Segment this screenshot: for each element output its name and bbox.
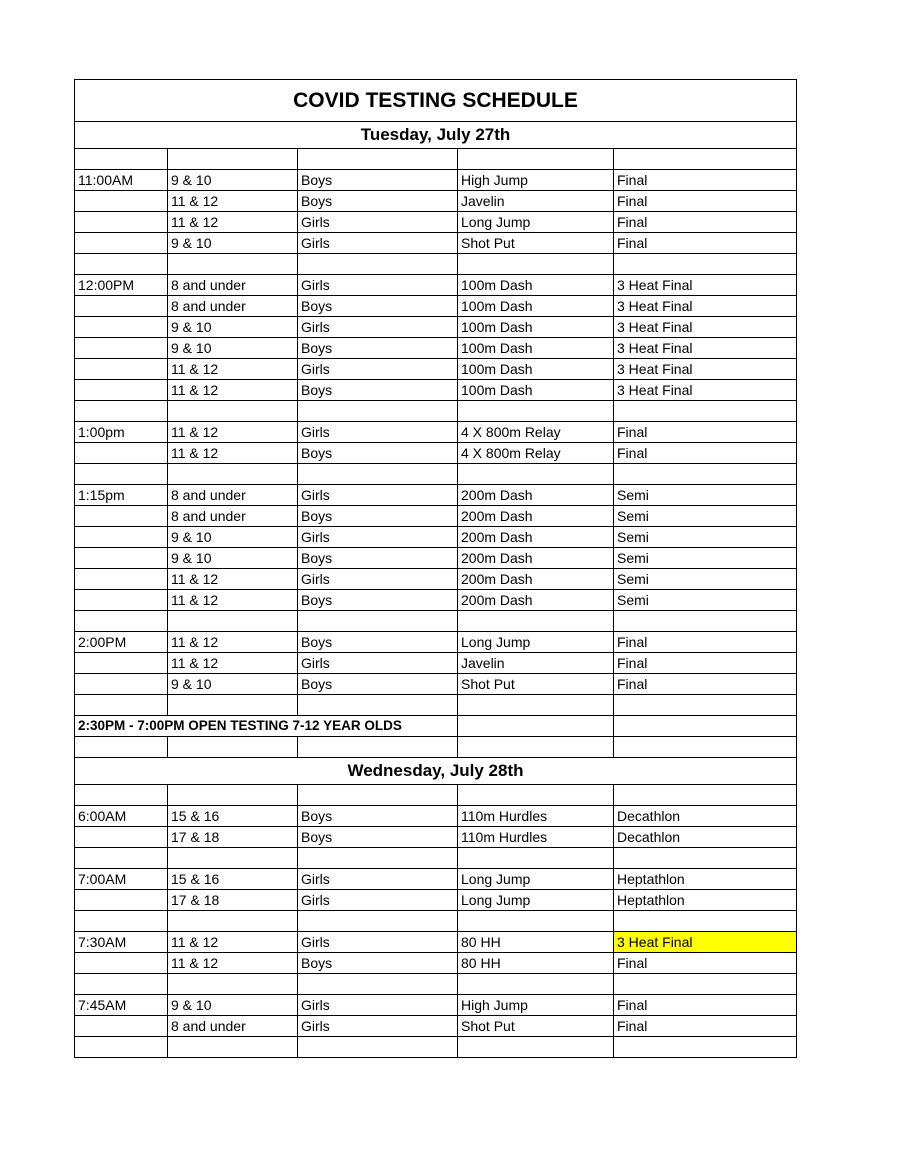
gender-cell: Boys bbox=[298, 806, 458, 827]
empty-cell bbox=[614, 1037, 797, 1058]
event-cell: Long Jump bbox=[458, 890, 614, 911]
empty-cell bbox=[168, 695, 298, 716]
empty-cell bbox=[168, 848, 298, 869]
time-cell bbox=[75, 380, 168, 401]
time-cell bbox=[75, 191, 168, 212]
gender-cell: Boys bbox=[298, 632, 458, 653]
empty-cell bbox=[75, 848, 168, 869]
event-cell: Long Jump bbox=[458, 869, 614, 890]
event-cell: 200m Dash bbox=[458, 527, 614, 548]
event-cell: 200m Dash bbox=[458, 569, 614, 590]
empty-cell bbox=[168, 254, 298, 275]
blank-row bbox=[75, 785, 797, 806]
gender-cell: Girls bbox=[298, 422, 458, 443]
round-cell: Semi bbox=[614, 506, 797, 527]
empty-cell bbox=[298, 737, 458, 758]
gender-cell: Girls bbox=[298, 275, 458, 296]
time-cell: 1:00pm bbox=[75, 422, 168, 443]
event-cell: 110m Hurdles bbox=[458, 827, 614, 848]
empty-cell bbox=[75, 695, 168, 716]
age-group-cell: 11 & 12 bbox=[168, 212, 298, 233]
blank-row bbox=[75, 974, 797, 995]
gender-cell: Girls bbox=[298, 890, 458, 911]
round-cell: Final bbox=[614, 632, 797, 653]
empty-cell bbox=[614, 464, 797, 485]
schedule-row bbox=[75, 212, 797, 233]
empty-cell bbox=[614, 611, 797, 632]
round-cell: Final bbox=[614, 170, 797, 191]
age-group-cell: 11 & 12 bbox=[168, 569, 298, 590]
schedule-row bbox=[75, 485, 797, 506]
empty-cell bbox=[298, 695, 458, 716]
event-cell: Long Jump bbox=[458, 212, 614, 233]
round-cell: Semi bbox=[614, 548, 797, 569]
schedule-row bbox=[75, 506, 797, 527]
time-cell bbox=[75, 1016, 168, 1037]
round-cell: Heptathlon bbox=[614, 890, 797, 911]
empty-cell bbox=[75, 611, 168, 632]
gender-cell: Boys bbox=[298, 953, 458, 974]
age-group-cell: 11 & 12 bbox=[168, 359, 298, 380]
blank-row bbox=[75, 911, 797, 932]
empty-cell bbox=[75, 1037, 168, 1058]
age-group-cell: 9 & 10 bbox=[168, 527, 298, 548]
blank-row bbox=[75, 254, 797, 275]
empty-cell bbox=[458, 254, 614, 275]
empty-cell bbox=[168, 611, 298, 632]
blank-row bbox=[75, 149, 797, 170]
event-cell: Long Jump bbox=[458, 632, 614, 653]
schedule-row bbox=[75, 653, 797, 674]
event-cell: 4 X 800m Relay bbox=[458, 443, 614, 464]
gender-cell: Girls bbox=[298, 1016, 458, 1037]
title-row bbox=[75, 80, 797, 122]
empty-cell bbox=[458, 611, 614, 632]
empty-cell bbox=[298, 401, 458, 422]
schedule-row bbox=[75, 890, 797, 911]
round-cell: Semi bbox=[614, 527, 797, 548]
age-group-cell: 11 & 12 bbox=[168, 632, 298, 653]
round-cell: Heptathlon bbox=[614, 869, 797, 890]
round-cell: 3 Heat Final bbox=[614, 380, 797, 401]
empty-cell bbox=[458, 974, 614, 995]
empty-cell bbox=[298, 911, 458, 932]
round-cell: 3 Heat Final bbox=[614, 317, 797, 338]
gender-cell: Girls bbox=[298, 527, 458, 548]
event-cell: 80 HH bbox=[458, 953, 614, 974]
time-cell bbox=[75, 674, 168, 695]
time-cell: 1:15pm bbox=[75, 485, 168, 506]
age-group-cell: 11 & 12 bbox=[168, 653, 298, 674]
schedule-table bbox=[74, 79, 797, 1058]
empty-cell bbox=[75, 737, 168, 758]
round-cell: Final bbox=[614, 953, 797, 974]
age-group-cell: 9 & 10 bbox=[168, 995, 298, 1016]
empty-cell bbox=[458, 716, 614, 737]
schedule-row bbox=[75, 191, 797, 212]
schedule-row bbox=[75, 953, 797, 974]
age-group-cell: 9 & 10 bbox=[168, 548, 298, 569]
empty-cell bbox=[614, 974, 797, 995]
time-cell bbox=[75, 953, 168, 974]
event-cell: High Jump bbox=[458, 995, 614, 1016]
empty-cell bbox=[298, 974, 458, 995]
gender-cell: Boys bbox=[298, 674, 458, 695]
note-row bbox=[75, 716, 797, 737]
time-cell: 7:45AM bbox=[75, 995, 168, 1016]
round-cell: Final bbox=[614, 233, 797, 254]
day-header-row bbox=[75, 758, 797, 785]
schedule-row bbox=[75, 443, 797, 464]
gender-cell: Girls bbox=[298, 932, 458, 953]
schedule-row bbox=[75, 275, 797, 296]
age-group-cell: 11 & 12 bbox=[168, 953, 298, 974]
gender-cell: Girls bbox=[298, 869, 458, 890]
empty-cell bbox=[75, 464, 168, 485]
schedule-row bbox=[75, 233, 797, 254]
event-cell: 200m Dash bbox=[458, 506, 614, 527]
event-cell: 110m Hurdles bbox=[458, 806, 614, 827]
age-group-cell: 8 and under bbox=[168, 1016, 298, 1037]
age-group-cell: 9 & 10 bbox=[168, 233, 298, 254]
age-group-cell: 8 and under bbox=[168, 485, 298, 506]
age-group-cell: 17 & 18 bbox=[168, 827, 298, 848]
time-cell bbox=[75, 590, 168, 611]
age-group-cell: 8 and under bbox=[168, 275, 298, 296]
time-cell: 6:00AM bbox=[75, 806, 168, 827]
event-cell: 80 HH bbox=[458, 932, 614, 953]
event-cell: 200m Dash bbox=[458, 548, 614, 569]
event-cell: Shot Put bbox=[458, 1016, 614, 1037]
schedule-row bbox=[75, 590, 797, 611]
event-cell: Javelin bbox=[458, 653, 614, 674]
age-group-cell: 11 & 12 bbox=[168, 380, 298, 401]
age-group-cell: 11 & 12 bbox=[168, 590, 298, 611]
round-cell: Semi bbox=[614, 590, 797, 611]
empty-cell bbox=[458, 848, 614, 869]
schedule-row bbox=[75, 806, 797, 827]
event-cell: Shot Put bbox=[458, 674, 614, 695]
round-cell: 3 Heat Final bbox=[614, 338, 797, 359]
empty-cell bbox=[298, 611, 458, 632]
time-cell bbox=[75, 569, 168, 590]
gender-cell: Girls bbox=[298, 359, 458, 380]
time-cell bbox=[75, 338, 168, 359]
schedule-row bbox=[75, 527, 797, 548]
gender-cell: Boys bbox=[298, 296, 458, 317]
gender-cell: Boys bbox=[298, 548, 458, 569]
round-cell: Final bbox=[614, 653, 797, 674]
gender-cell: Boys bbox=[298, 443, 458, 464]
schedule-row bbox=[75, 995, 797, 1016]
age-group-cell: 11 & 12 bbox=[168, 191, 298, 212]
age-group-cell: 9 & 10 bbox=[168, 317, 298, 338]
empty-cell bbox=[614, 737, 797, 758]
blank-row bbox=[75, 611, 797, 632]
event-cell: Shot Put bbox=[458, 233, 614, 254]
round-cell: Decathlon bbox=[614, 806, 797, 827]
empty-cell bbox=[614, 848, 797, 869]
schedule-row bbox=[75, 296, 797, 317]
gender-cell: Girls bbox=[298, 653, 458, 674]
empty-cell bbox=[75, 149, 168, 170]
age-group-cell: 9 & 10 bbox=[168, 338, 298, 359]
empty-cell bbox=[298, 254, 458, 275]
empty-cell bbox=[614, 716, 797, 737]
empty-cell bbox=[614, 785, 797, 806]
gender-cell: Boys bbox=[298, 380, 458, 401]
age-group-cell: 9 & 10 bbox=[168, 674, 298, 695]
round-cell: Decathlon bbox=[614, 827, 797, 848]
event-cell: 100m Dash bbox=[458, 317, 614, 338]
round-cell: 3 Heat Final bbox=[614, 275, 797, 296]
event-cell: 100m Dash bbox=[458, 380, 614, 401]
empty-cell bbox=[75, 785, 168, 806]
schedule-row bbox=[75, 422, 797, 443]
round-cell: 3 Heat Final bbox=[614, 932, 797, 953]
time-cell: 11:00AM bbox=[75, 170, 168, 191]
schedule-row bbox=[75, 932, 797, 953]
event-cell: High Jump bbox=[458, 170, 614, 191]
empty-cell bbox=[614, 911, 797, 932]
schedule-row bbox=[75, 380, 797, 401]
empty-cell bbox=[458, 695, 614, 716]
empty-cell bbox=[614, 149, 797, 170]
gender-cell: Girls bbox=[298, 485, 458, 506]
time-cell bbox=[75, 827, 168, 848]
time-cell bbox=[75, 359, 168, 380]
age-group-cell: 8 and under bbox=[168, 506, 298, 527]
round-cell: Semi bbox=[614, 569, 797, 590]
empty-cell bbox=[168, 464, 298, 485]
day-header-row bbox=[75, 122, 797, 149]
empty-cell bbox=[75, 974, 168, 995]
gender-cell: Boys bbox=[298, 506, 458, 527]
time-cell bbox=[75, 317, 168, 338]
empty-cell bbox=[458, 149, 614, 170]
schedule-row bbox=[75, 338, 797, 359]
round-cell: Final bbox=[614, 443, 797, 464]
time-cell bbox=[75, 506, 168, 527]
round-cell: Final bbox=[614, 422, 797, 443]
age-group-cell: 17 & 18 bbox=[168, 890, 298, 911]
gender-cell: Girls bbox=[298, 317, 458, 338]
event-cell: Javelin bbox=[458, 191, 614, 212]
time-cell: 7:00AM bbox=[75, 869, 168, 890]
empty-cell bbox=[298, 149, 458, 170]
gender-cell: Girls bbox=[298, 212, 458, 233]
empty-cell bbox=[75, 911, 168, 932]
event-cell: 100m Dash bbox=[458, 359, 614, 380]
empty-cell bbox=[614, 254, 797, 275]
gender-cell: Boys bbox=[298, 590, 458, 611]
time-cell bbox=[75, 527, 168, 548]
day-heading: Wednesday, July 28th bbox=[75, 758, 797, 785]
empty-cell bbox=[168, 911, 298, 932]
round-cell: Final bbox=[614, 212, 797, 233]
round-cell: Semi bbox=[614, 485, 797, 506]
round-cell: Final bbox=[614, 995, 797, 1016]
time-cell bbox=[75, 212, 168, 233]
age-group-cell: 11 & 12 bbox=[168, 443, 298, 464]
round-cell: Final bbox=[614, 1016, 797, 1037]
empty-cell bbox=[75, 254, 168, 275]
empty-cell bbox=[458, 911, 614, 932]
event-cell: 100m Dash bbox=[458, 275, 614, 296]
event-cell: 200m Dash bbox=[458, 590, 614, 611]
empty-cell bbox=[458, 785, 614, 806]
time-cell bbox=[75, 548, 168, 569]
schedule-body bbox=[75, 80, 797, 1058]
schedule-row bbox=[75, 674, 797, 695]
day-heading: Tuesday, July 27th bbox=[75, 122, 797, 149]
empty-cell bbox=[614, 695, 797, 716]
blank-row bbox=[75, 737, 797, 758]
schedule-row bbox=[75, 569, 797, 590]
blank-row bbox=[75, 695, 797, 716]
event-cell: 100m Dash bbox=[458, 338, 614, 359]
round-cell: Final bbox=[614, 191, 797, 212]
event-cell: 4 X 800m Relay bbox=[458, 422, 614, 443]
empty-cell bbox=[168, 401, 298, 422]
gender-cell: Boys bbox=[298, 191, 458, 212]
time-cell bbox=[75, 443, 168, 464]
schedule-row bbox=[75, 170, 797, 191]
gender-cell: Boys bbox=[298, 170, 458, 191]
time-cell: 7:30AM bbox=[75, 932, 168, 953]
gender-cell: Girls bbox=[298, 569, 458, 590]
schedule-row bbox=[75, 827, 797, 848]
time-cell bbox=[75, 653, 168, 674]
empty-cell bbox=[298, 848, 458, 869]
empty-cell bbox=[458, 464, 614, 485]
empty-cell bbox=[298, 464, 458, 485]
blank-row bbox=[75, 1037, 797, 1058]
empty-cell bbox=[458, 401, 614, 422]
empty-cell bbox=[614, 401, 797, 422]
gender-cell: Girls bbox=[298, 995, 458, 1016]
empty-cell bbox=[458, 737, 614, 758]
blank-row bbox=[75, 848, 797, 869]
age-group-cell: 8 and under bbox=[168, 296, 298, 317]
event-cell: 100m Dash bbox=[458, 296, 614, 317]
blank-row bbox=[75, 401, 797, 422]
schedule-row bbox=[75, 317, 797, 338]
gender-cell: Girls bbox=[298, 233, 458, 254]
empty-cell bbox=[168, 785, 298, 806]
event-cell: 200m Dash bbox=[458, 485, 614, 506]
empty-cell bbox=[75, 401, 168, 422]
round-cell: 3 Heat Final bbox=[614, 296, 797, 317]
blank-row bbox=[75, 464, 797, 485]
empty-cell bbox=[168, 974, 298, 995]
gender-cell: Boys bbox=[298, 827, 458, 848]
page-title: COVID TESTING SCHEDULE bbox=[75, 80, 797, 122]
round-cell: Final bbox=[614, 674, 797, 695]
age-group-cell: 15 & 16 bbox=[168, 869, 298, 890]
age-group-cell: 11 & 12 bbox=[168, 422, 298, 443]
empty-cell bbox=[168, 149, 298, 170]
schedule-row bbox=[75, 359, 797, 380]
age-group-cell: 11 & 12 bbox=[168, 932, 298, 953]
schedule-row bbox=[75, 1016, 797, 1037]
empty-cell bbox=[298, 1037, 458, 1058]
empty-cell bbox=[298, 785, 458, 806]
empty-cell bbox=[168, 1037, 298, 1058]
open-testing-note: 2:30PM - 7:00PM OPEN TESTING 7-12 YEAR OLDS bbox=[75, 716, 458, 737]
round-cell: 3 Heat Final bbox=[614, 359, 797, 380]
schedule-row bbox=[75, 632, 797, 653]
time-cell bbox=[75, 233, 168, 254]
schedule-row bbox=[75, 869, 797, 890]
empty-cell bbox=[458, 1037, 614, 1058]
schedule-row bbox=[75, 548, 797, 569]
time-cell bbox=[75, 890, 168, 911]
gender-cell: Boys bbox=[298, 338, 458, 359]
age-group-cell: 15 & 16 bbox=[168, 806, 298, 827]
age-group-cell: 9 & 10 bbox=[168, 170, 298, 191]
time-cell: 12:00PM bbox=[75, 275, 168, 296]
time-cell: 2:00PM bbox=[75, 632, 168, 653]
time-cell bbox=[75, 296, 168, 317]
empty-cell bbox=[168, 737, 298, 758]
